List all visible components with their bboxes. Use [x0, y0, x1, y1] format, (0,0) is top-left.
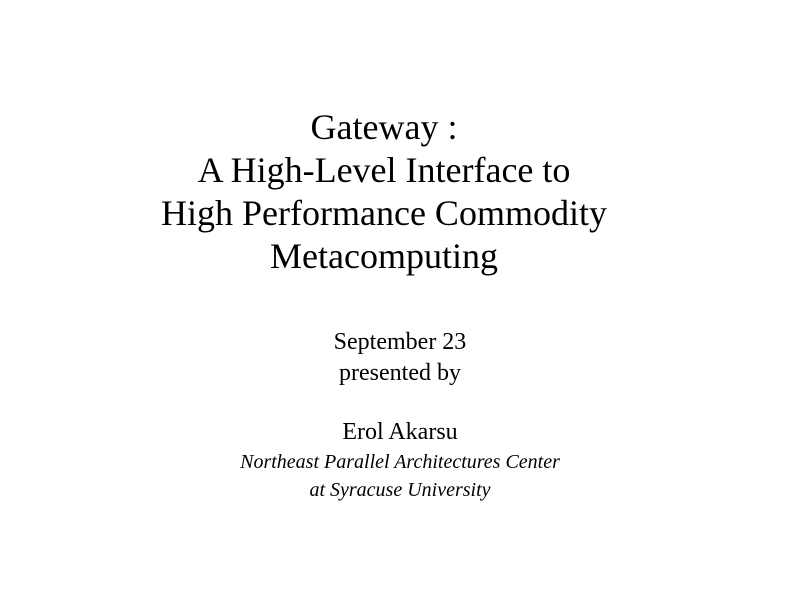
title-line-4: Metacomputing [270, 236, 498, 276]
title-line-3: High Performance Commodity [161, 193, 607, 233]
slide-title [84, 106, 684, 278]
title-line-2: A High-Level Interface to [197, 150, 571, 190]
presentation-date: September 23 [333, 329, 467, 355]
slide-meta [200, 327, 600, 504]
title-line-1: Gateway : [310, 107, 458, 147]
affiliation-line-2: at Syracuse University [309, 479, 491, 501]
presented-by-label: presented by [339, 360, 461, 386]
presenter-name: Erol Akarsu [342, 419, 458, 445]
affiliation-line-1: Northeast Parallel Architectures Center [240, 451, 560, 473]
